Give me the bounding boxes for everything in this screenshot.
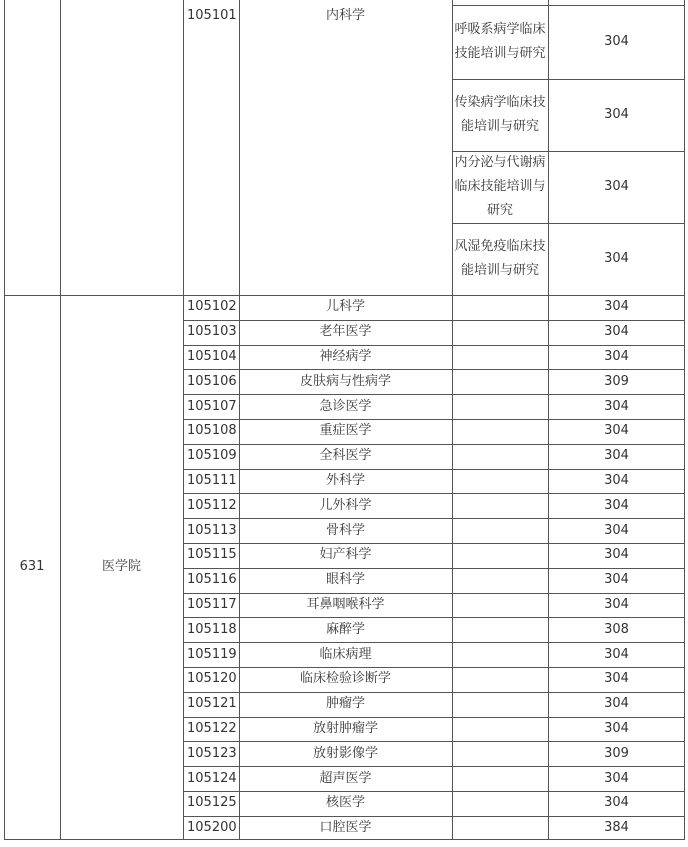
program-direction-cell xyxy=(452,369,548,394)
program-name: 老年医学 xyxy=(319,324,372,340)
program-direction-cell xyxy=(452,692,548,717)
program-code-cell xyxy=(183,469,239,494)
program-name: 放射影像学 xyxy=(312,745,378,761)
program-direction-cell xyxy=(452,419,548,444)
dept-name: 医学院 xyxy=(101,559,141,574)
program-code: 105109 xyxy=(187,448,237,464)
program-code: 105125 xyxy=(187,795,237,811)
direction-score: 304 xyxy=(604,107,629,122)
program-direction-cell xyxy=(452,469,548,494)
direction-text: 传染病学临床技能培训与研究 xyxy=(454,95,546,134)
program-name-cell xyxy=(239,692,452,717)
program-score-cell xyxy=(548,617,685,642)
program-code-cell xyxy=(183,717,239,742)
program-score-cell xyxy=(548,766,685,791)
program-name: 临床病理 xyxy=(319,646,372,662)
program-score-cell xyxy=(548,642,685,667)
direction-cell xyxy=(452,151,548,223)
program-name-cell xyxy=(239,568,452,593)
program-code: 105103 xyxy=(187,324,237,340)
program-code-cell xyxy=(183,444,239,469)
program-score: 308 xyxy=(604,621,629,637)
program-name: 儿外科学 xyxy=(319,497,372,513)
program-direction-cell xyxy=(452,642,548,667)
direction-cell xyxy=(452,5,548,79)
program-score-cell xyxy=(548,295,685,320)
program-name-cell xyxy=(239,617,452,642)
program-code: 105121 xyxy=(187,696,237,712)
program-code-cell xyxy=(183,642,239,667)
program-score: 304 xyxy=(604,720,629,736)
program-name-cell xyxy=(239,766,452,791)
program-code-cell xyxy=(183,394,239,419)
program-code: 105120 xyxy=(187,671,237,687)
program-direction-cell xyxy=(452,816,548,841)
program-name-cell xyxy=(239,543,452,568)
direction-score-cell xyxy=(548,79,685,151)
program-name-cell xyxy=(239,394,452,419)
program-direction-cell xyxy=(452,320,548,345)
program-score-cell xyxy=(548,518,685,543)
top-code: 105101 xyxy=(187,8,237,23)
program-code: 105107 xyxy=(187,398,237,414)
program-direction-cell xyxy=(452,518,548,543)
program-name-cell xyxy=(239,667,452,692)
program-score: 304 xyxy=(604,448,629,464)
program-name-cell xyxy=(239,469,452,494)
direction-cell xyxy=(452,223,548,295)
program-score-cell xyxy=(548,568,685,593)
program-direction-cell xyxy=(452,766,548,791)
program-code: 105116 xyxy=(187,572,237,588)
program-code-cell xyxy=(183,369,239,394)
program-score-cell xyxy=(548,469,685,494)
program-score-cell xyxy=(548,816,685,841)
program-name-cell xyxy=(239,444,452,469)
program-name-cell xyxy=(239,369,452,394)
program-score: 384 xyxy=(604,820,629,836)
program-score-cell xyxy=(548,692,685,717)
program-score: 309 xyxy=(604,745,629,761)
program-name-cell xyxy=(239,642,452,667)
program-code-cell xyxy=(183,816,239,841)
program-code: 105112 xyxy=(187,497,237,513)
program-code-cell xyxy=(183,593,239,618)
program-score-cell xyxy=(548,667,685,692)
program-name-cell xyxy=(239,717,452,742)
program-code: 105115 xyxy=(187,547,237,563)
program-code: 105113 xyxy=(187,522,237,538)
program-score: 304 xyxy=(604,324,629,340)
program-score-cell xyxy=(548,741,685,766)
program-score: 304 xyxy=(604,522,629,538)
program-direction-cell xyxy=(452,791,548,816)
program-score: 304 xyxy=(604,497,629,513)
program-score: 304 xyxy=(604,472,629,488)
program-score-cell xyxy=(548,493,685,518)
program-score-cell xyxy=(548,394,685,419)
program-name-cell xyxy=(239,295,452,320)
dept-code: 631 xyxy=(19,559,45,574)
program-code-cell xyxy=(183,295,239,320)
program-name: 儿科学 xyxy=(325,299,365,315)
program-name-cell xyxy=(239,493,452,518)
program-score: 304 xyxy=(604,547,629,563)
program-name: 超声医学 xyxy=(319,770,372,786)
program-code-cell xyxy=(183,320,239,345)
program-code-cell xyxy=(183,419,239,444)
program-code: 105111 xyxy=(187,472,237,488)
program-score-cell xyxy=(548,320,685,345)
program-name: 全科医学 xyxy=(319,448,372,464)
direction-score: 304 xyxy=(604,251,629,266)
program-code: 105117 xyxy=(187,596,237,612)
program-name: 麻醉学 xyxy=(325,621,365,637)
program-direction-cell xyxy=(452,667,548,692)
program-direction-cell xyxy=(452,543,548,568)
dept-code-cell xyxy=(4,295,60,839)
program-score: 304 xyxy=(604,299,629,315)
program-code: 105122 xyxy=(187,720,237,736)
program-name: 耳鼻咽喉科学 xyxy=(306,596,385,612)
program-direction-cell xyxy=(452,717,548,742)
program-score: 304 xyxy=(604,795,629,811)
program-name: 急诊医学 xyxy=(319,398,372,414)
program-code: 105118 xyxy=(187,621,237,637)
program-code-cell xyxy=(183,543,239,568)
program-direction-cell xyxy=(452,741,548,766)
program-name: 重症医学 xyxy=(319,423,372,439)
top-name-cell xyxy=(239,0,452,40)
program-name-cell xyxy=(239,518,452,543)
program-score-cell xyxy=(548,791,685,816)
program-score: 304 xyxy=(604,646,629,662)
program-direction-cell xyxy=(452,444,548,469)
direction-text: 内分泌与代谢病临床技能培训与研究 xyxy=(454,155,546,218)
program-name: 外科学 xyxy=(325,472,365,488)
program-direction-cell xyxy=(452,593,548,618)
dept-name-cell xyxy=(60,295,183,839)
program-name: 妇产科学 xyxy=(319,547,372,563)
program-name-cell xyxy=(239,791,452,816)
program-name: 肿瘤学 xyxy=(325,696,365,712)
program-name: 皮肤病与性病学 xyxy=(299,373,391,389)
program-score-cell xyxy=(548,419,685,444)
program-name-cell xyxy=(239,816,452,841)
program-score-cell xyxy=(548,369,685,394)
direction-score: 304 xyxy=(604,179,629,194)
program-name: 临床检验诊断学 xyxy=(299,671,391,687)
program-code-cell xyxy=(183,568,239,593)
program-name: 口腔医学 xyxy=(319,820,372,836)
top-code-cell xyxy=(183,0,239,40)
program-code: 105124 xyxy=(187,770,237,786)
program-code-cell xyxy=(183,617,239,642)
program-score-cell xyxy=(548,345,685,370)
program-direction-cell xyxy=(452,295,548,320)
program-code-cell xyxy=(183,692,239,717)
program-code-cell xyxy=(183,518,239,543)
direction-score-cell xyxy=(548,151,685,223)
program-name-cell xyxy=(239,345,452,370)
program-direction-cell xyxy=(452,568,548,593)
program-name: 放射肿瘤学 xyxy=(312,720,378,736)
program-name: 神经病学 xyxy=(319,348,372,364)
direction-cell xyxy=(452,79,548,151)
program-code: 105104 xyxy=(187,348,237,364)
program-code: 105108 xyxy=(187,423,237,439)
top-name: 内科学 xyxy=(325,8,365,23)
program-score: 304 xyxy=(604,398,629,414)
program-score-cell xyxy=(548,593,685,618)
program-name-cell xyxy=(239,741,452,766)
program-direction-cell xyxy=(452,394,548,419)
program-code-cell xyxy=(183,667,239,692)
program-score-cell xyxy=(548,543,685,568)
program-code: 105106 xyxy=(187,373,237,389)
program-score: 304 xyxy=(604,696,629,712)
program-score-cell xyxy=(548,717,685,742)
program-direction-cell xyxy=(452,493,548,518)
program-score: 304 xyxy=(604,770,629,786)
program-code-cell xyxy=(183,345,239,370)
program-score: 304 xyxy=(604,348,629,364)
program-code: 105119 xyxy=(187,646,237,662)
program-name-cell xyxy=(239,320,452,345)
program-name-cell xyxy=(239,593,452,618)
program-direction-cell xyxy=(452,345,548,370)
program-code-cell xyxy=(183,493,239,518)
program-code-cell xyxy=(183,741,239,766)
program-score: 304 xyxy=(604,596,629,612)
program-code: 105102 xyxy=(187,299,237,315)
program-score: 309 xyxy=(604,373,629,389)
program-score: 304 xyxy=(604,671,629,687)
direction-score-cell xyxy=(548,5,685,79)
program-name: 眼科学 xyxy=(325,572,365,588)
program-score: 304 xyxy=(604,572,629,588)
program-code: 105123 xyxy=(187,745,237,761)
program-name-cell xyxy=(239,419,452,444)
program-score-cell xyxy=(548,444,685,469)
program-direction-cell xyxy=(452,617,548,642)
program-code-cell xyxy=(183,791,239,816)
program-code-cell xyxy=(183,766,239,791)
direction-score: 304 xyxy=(604,34,629,49)
direction-text: 风湿免疫临床技能培训与研究 xyxy=(454,239,546,278)
program-name: 骨科学 xyxy=(325,522,365,538)
program-score: 304 xyxy=(604,423,629,439)
direction-score-cell xyxy=(548,223,685,295)
program-code: 105200 xyxy=(187,820,237,836)
program-name: 核医学 xyxy=(325,795,365,811)
direction-text: 呼吸系病学临床技能培训与研究 xyxy=(454,22,546,61)
